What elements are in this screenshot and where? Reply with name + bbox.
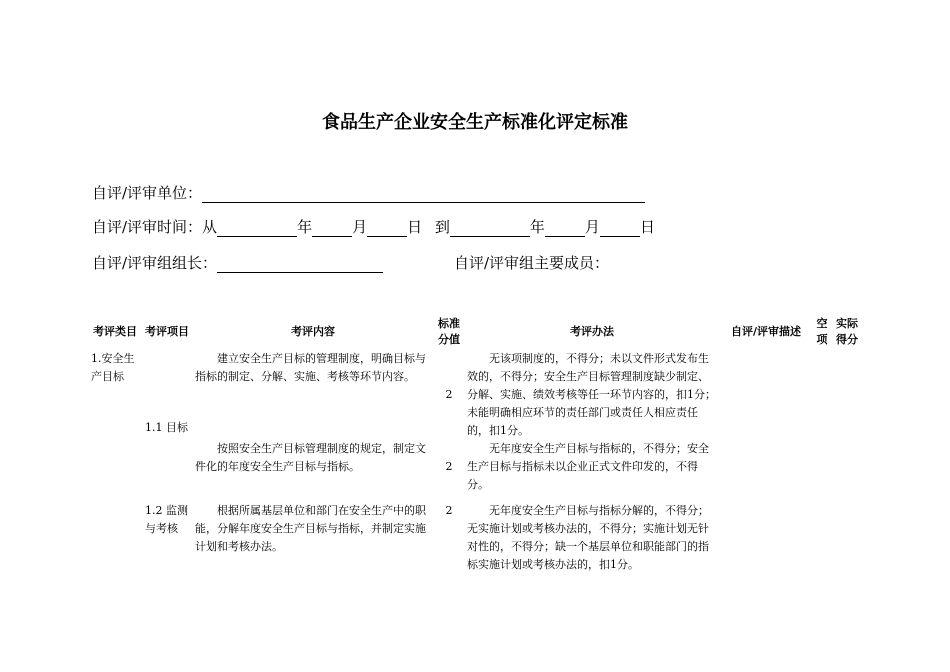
document-title: 食品生产企业安全生产标准化评定标准 <box>322 112 628 133</box>
score-cell: 2 <box>445 504 453 517</box>
header-item: 考评项目 <box>145 325 189 338</box>
to-label: 到 <box>434 218 450 236</box>
score-cell: 2 <box>445 388 453 401</box>
content-cell: 根据所属基层单位和部门在安全生产中的职能，分解年度安全生产目标与指标，并制定实施计划和考核办法。 <box>195 504 426 553</box>
unit-label: 自评/评审单位： <box>92 184 203 202</box>
method-cell: 无年度安全生产目标与指标分解的，不得分；无实施计划或考核办法的，不得分；实施计划无针对性的，不得分；缺一个基层单位和职能部门的指标实施计划或考核办法的，扣1分。 <box>467 504 709 571</box>
method-cell: 无年度安全生产目标与指标的，不得分；安全生产目标与指标未以企业正式文件印发的，不得分。 <box>467 442 709 491</box>
item-cell: 1.2 监测与考核 <box>145 504 188 535</box>
start-day-blank <box>367 220 407 237</box>
start-month-blank <box>312 220 352 237</box>
category-cell: 1.安全生产目标 <box>91 352 135 383</box>
table-row <box>88 494 862 574</box>
header-score: 标准分值 <box>438 317 460 346</box>
table-row <box>88 440 862 494</box>
actual-score-cell <box>832 440 862 494</box>
month-label-2: 月 <box>584 218 600 236</box>
day-label: 日 <box>407 218 423 236</box>
content-cell: 按照安全生产目标管理制度的规定，制定文件化的年度安全生产目标与指标。 <box>195 442 426 473</box>
start-year-blank <box>217 220 297 237</box>
header-category: 考评类目 <box>93 325 137 338</box>
evaluation-table <box>88 314 862 574</box>
leader-line <box>92 252 383 273</box>
year-label: 年 <box>297 218 313 236</box>
description-cell <box>720 494 812 574</box>
header-empty-item: 空项 <box>816 317 828 346</box>
header-method: 考评办法 <box>570 325 614 338</box>
members-line <box>454 252 609 273</box>
day-label-2: 日 <box>639 218 655 236</box>
score-cell: 2 <box>445 460 453 473</box>
item-cell: 1.1 目标 <box>145 421 188 434</box>
year-label-2: 年 <box>529 218 545 236</box>
table-row <box>88 350 862 440</box>
actual-score-cell <box>832 350 862 440</box>
empty-item-cell <box>812 350 832 440</box>
time-label: 自评/评审时间：从 <box>92 218 218 236</box>
description-cell <box>720 350 812 440</box>
header-content: 考评内容 <box>291 325 335 338</box>
time-line <box>92 216 655 237</box>
leader-label: 自评/评审组组长： <box>92 254 218 272</box>
actual-score-cell <box>832 494 862 574</box>
empty-item-cell <box>812 440 832 494</box>
content-cell: 建立安全生产目标的管理制度，明确目标与指标的制定、分解、实施、考核等环节内容。 <box>195 352 426 383</box>
unit-line <box>92 182 645 203</box>
end-month-blank <box>545 220 585 237</box>
end-year-blank <box>450 220 530 237</box>
members-label: 自评/评审组主要成员： <box>454 254 610 272</box>
table-header-row <box>88 314 862 350</box>
header-actual-score: 实际得分 <box>836 317 858 346</box>
method-cell: 无该项制度的，不得分；未以文件形式发布生效的，不得分；安全生产目标管理制度缺少制定、分解、实施、绩效考核等任一环节内容的，扣1分；未能明确相应环节的责任部门或责任人相应责任的，扣1分。 <box>467 352 716 437</box>
month-label: 月 <box>352 218 368 236</box>
empty-item-cell <box>812 494 832 574</box>
description-cell <box>720 440 812 494</box>
end-day-blank <box>600 220 640 237</box>
header-description: 自评/评审描述 <box>730 325 802 338</box>
unit-blank <box>202 186 645 203</box>
leader-blank <box>217 256 383 273</box>
